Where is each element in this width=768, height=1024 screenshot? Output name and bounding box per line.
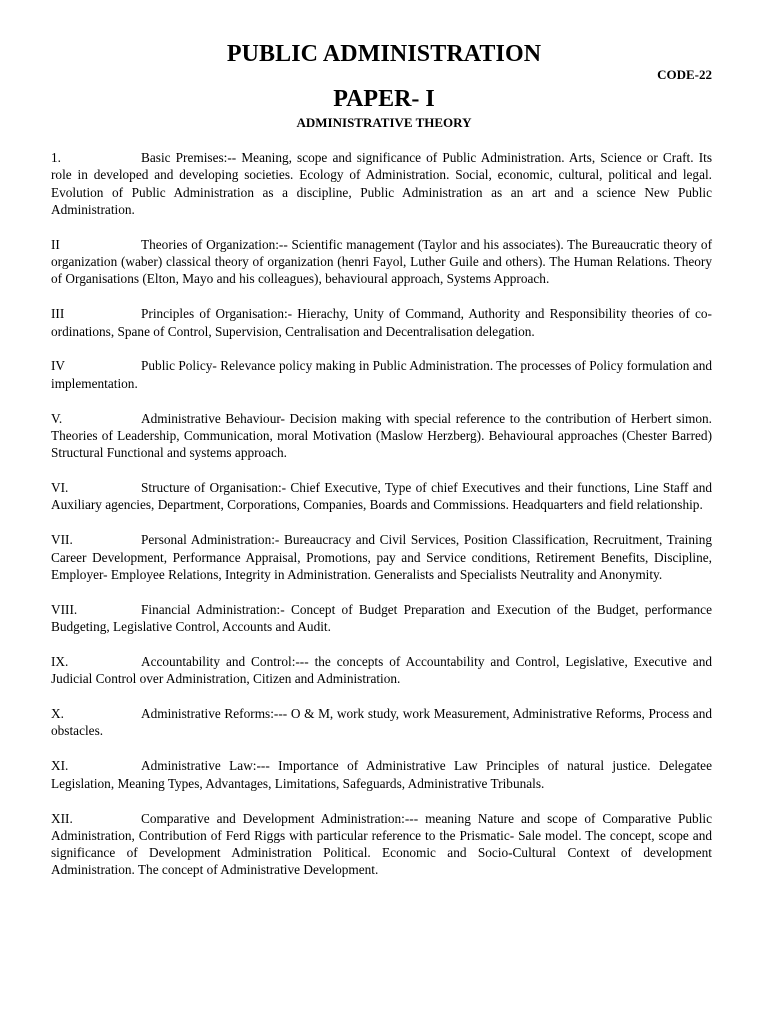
section-number: 1. [51,150,61,165]
section-text: Accountability and Control:--- the concepts of Accountability and Control, Legislative, Executive and Judicial Control over Administration, Citizen and Administration. [51,653,712,687]
section-text: Basic Premises:-- Meaning, scope and significance of Public Administration. Arts, Science or Craft. Its role in developed and developing societies. Ecology of Administration. Social, economic, cultural, political and legal. Evolution of Public Administration as a discipline, Public Administration as an art and a science New Public Administration. [51,150,712,217]
syllabus-section [51,705,712,740]
syllabus-section [51,357,712,392]
syllabus-section [51,601,712,636]
syllabus-section [51,305,712,340]
section-number: XI. [51,758,69,774]
section-number: V. [51,410,63,426]
section-text: Principles of Organisation:- Hierachy, Unity of Command, Authority and Responsibility theories of co-ordinations, Spane of Control, Supervision, Centralisation and Decentralisation delegation. [51,306,712,339]
section-number: X. [51,706,64,722]
syllabus-section [51,410,712,462]
paper-code: CODE-22 [657,67,712,82]
section-text: Financial Administration:- Concept of Budget Preparation and Execution of the Budget, performance Budgeting, Legislative Control, Accounts and Audit. [51,601,712,635]
paper-heading: PAPER- I [333,86,435,112]
document-title: PUBLIC ADMINISTRATION [226,41,542,67]
syllabus-section [51,653,712,688]
section-number: IV [51,358,66,374]
section-text: Personal Administration:- Bureaucracy and Civil Services, Position Classification, Recruitment, Training Career Development, Performance Appraisal, Promotions, pay and Service conditions, Retirement Benefits, Discipline, Employer- Employee Relations, Integrity in Administration. Generalists and Specialists Neutrality and Anonymity. [51,532,712,582]
section-number: VIII. [51,601,78,617]
section-text: Theories of Organization:-- Scientific management (Taylor and his associates). The Bureaucratic theory of organization (waber) classical theory of organization (henri Fayol, Luther Guile and others). The Human Relations. Theory of Organisations (Elton, Mayo and his colleagues), behavioural approach, Systems Approach. [51,236,712,287]
syllabus-section [51,757,712,792]
syllabus-section [51,810,712,879]
paper-subtitle: ADMINISTRATIVE THEORY [296,115,472,130]
section-number: III [51,306,65,322]
section-text: Administrative Law:--- Importance of Administrative Law Principles of natural justice. Delegatee Legislation, Meaning Types, Advantages, Limitations, Safeguards, Administrative Tribunals. [51,758,712,791]
section-text: Administrative Reforms:--- O & M, work study, work Measurement, Administrative Reforms, Process and obstacles. [51,706,712,739]
section-number: IX. [51,653,69,669]
section-text: Administrative Behaviour- Decision making with special reference to the contribution of Herbert simon. Theories of Leadership, Communication, moral Motivation (Maslow Herzberg). Behavioural approaches (Chester Barred) Structural Functional and systems approach. [51,410,712,461]
syllabus-sections [51,149,712,896]
section-text: Structure of Organisation:- Chief Executive, Type of chief Executives and their functions, Line Staff and Auxiliary agencies, Department, Corporations, Companies, Boards and Commissions. Headquarters and field relationship. [51,480,712,513]
section-text: Public Policy- Relevance policy making in Public Administration. The processes of Policy formulation and implementation. [51,358,712,391]
section-number: II [51,236,60,252]
section-number: VI. [51,480,69,496]
syllabus-section [51,149,712,218]
syllabus-section [51,479,712,514]
section-number: XII. [51,810,73,826]
section-text: Comparative and Development Administration:--- meaning Nature and scope of Comparative Public Administration, Contribution of Ferd Riggs with particular reference to the Prismatic- Sale model. The concept, scope and significance of Development Administration Political. Economic and Socio-Cultural Context of development Administration. The concept of Administrative Development. [51,810,712,878]
syllabus-section [51,236,712,288]
section-number: VII. [51,532,73,548]
syllabus-section [51,531,712,583]
